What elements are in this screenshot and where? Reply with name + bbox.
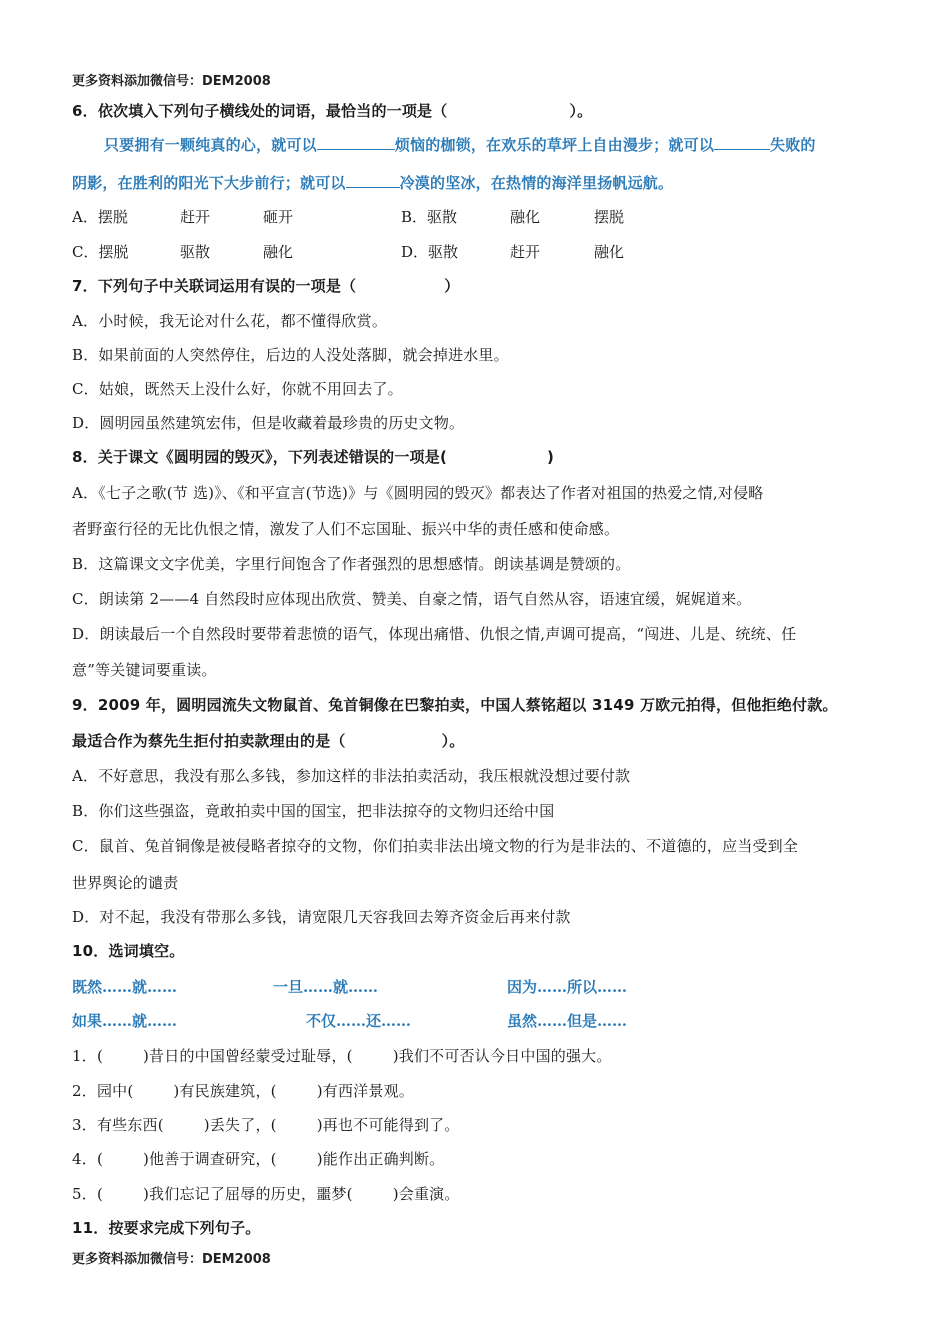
q8-option-d-line-1: D．朗读最后一个自然段时要带着悲愤的语气，体现出痛惜、仇恨之情,声调可提高，“闯进、儿是、统统、任 <box>72 625 797 643</box>
q10-item-1 <box>72 1045 612 1066</box>
question-8-stem <box>72 446 554 467</box>
q6-passage-1a: 只要拥有一颗纯真的心，就可以 <box>104 136 317 154</box>
q10-item-1-end: )我们不可否认今日中国的强大。 <box>392 1047 612 1065</box>
q6-option-c: C．摆脱 <box>72 243 129 261</box>
q10-item-3-start: 3．有些东西( <box>72 1116 164 1134</box>
q6-option-b: B．驱散 <box>401 208 458 226</box>
question-6-stem <box>72 100 592 121</box>
question-11-stem: 11．按要求完成下列句子。 <box>72 1219 261 1237</box>
q10-item-4-end: )能作出正确判断。 <box>316 1150 445 1168</box>
q8-option-a-line-1: A．《七子之歌(节 选)》、《和平宣言(节选)》与《圆明园的毁灭》都表达了作者对祖国的热爱之情,对侵略 <box>72 484 764 502</box>
q10-item-3-mid: )丢失了，( <box>203 1116 277 1134</box>
q6-option-d: D．驱散 <box>401 243 459 261</box>
q7-stem-end: ） <box>444 277 460 295</box>
header-watermark: 更多资料添加微信号：DEM2008 <box>72 74 271 89</box>
q6-stem-end: ）。 <box>569 102 593 120</box>
q10-item-4 <box>72 1148 444 1169</box>
q6-passage-2a: 阴影，在胜利的阳光下大步前行；就可以 <box>72 174 346 192</box>
q10-item-1-start: 1．( <box>72 1047 103 1065</box>
q10-word-5: 不仅……还…… <box>306 1012 412 1030</box>
q10-item-5-start: 5．( <box>72 1185 103 1203</box>
q6-passage-2b: 冷漠的坚冰，在热情的海洋里扬帆远航。 <box>399 174 674 192</box>
blank-2 <box>714 134 770 150</box>
q8-option-d-line-2: 意”等关键词要重读。 <box>72 661 217 679</box>
blank-1 <box>317 134 395 150</box>
q6-option-c-word3: 融化 <box>263 243 294 261</box>
q9-option-b: B．你们这些强盗，竟敢拍卖中国的国宝，把非法掠夺的文物归还给中国 <box>72 802 555 820</box>
q6-option-d-word3: 融化 <box>594 243 625 261</box>
q10-word-2: 一旦……就…… <box>273 978 379 996</box>
q8-option-c: C．朗读第 2——4 自然段时应体现出欣赏、赞美、自豪之情，语气自然从容，语速宜缓，娓娓道来。 <box>72 590 752 608</box>
question-9-stem-line-2 <box>72 730 465 751</box>
q10-item-5 <box>72 1183 460 1204</box>
q9-option-c-line-2: 世界舆论的谴责 <box>72 874 179 892</box>
q10-item-5-mid: )我们忘记了屈辱的历史，噩梦( <box>143 1185 353 1203</box>
q7-option-b: B．如果前面的人突然停住，后边的人没处落脚，就会掉进水里。 <box>72 346 509 364</box>
question-7-stem <box>72 275 459 296</box>
blank-3 <box>346 172 400 188</box>
q7-option-d: D．圆明园虽然建筑宏伟，但是收藏着最珍贵的历史文物。 <box>72 414 465 432</box>
q10-item-2-start: 2．园中( <box>72 1082 134 1100</box>
q8-option-b: B．这篇课文文字优美，字里行间饱含了作者强烈的思想感情。朗读基调是赞颂的。 <box>72 555 631 573</box>
q9-stem-end: ）。 <box>441 732 465 750</box>
q7-option-a: A．小时候，我无论对什么花，都不懂得欣赏。 <box>72 312 388 330</box>
q6-option-b-word3: 摆脱 <box>594 208 625 226</box>
q10-item-3-end: )再也不可能得到了。 <box>316 1116 460 1134</box>
q10-item-1-mid: )昔日的中国曾经蒙受过耻辱，( <box>143 1047 353 1065</box>
q10-item-4-mid: )他善于调查研究，( <box>143 1150 277 1168</box>
footer-watermark: 更多资料添加微信号：DEM2008 <box>72 1252 271 1267</box>
q6-passage-1b: 烦恼的枷锁，在欢乐的草坪上自由漫步；就可以 <box>394 136 715 154</box>
q6-option-a-word2: 赶开 <box>180 208 211 226</box>
q8-option-a-line-2: 者野蛮行径的无比仇恨之情，激发了人们不忘国耻、振兴中华的责任感和使命感。 <box>72 520 620 538</box>
question-10-stem: 10．选词填空。 <box>72 942 185 960</box>
q10-item-2 <box>72 1080 414 1101</box>
q10-item-5-end: )会重演。 <box>392 1185 460 1203</box>
q10-word-1: 既然……就…… <box>72 978 178 996</box>
q6-option-b-word2: 融化 <box>510 208 541 226</box>
q10-item-3 <box>72 1114 460 1135</box>
q8-stem-text: 8．关于课文《圆明园的毁灭》，下列表述错误的一项是( <box>72 448 447 466</box>
q10-item-2-end: )有西洋景观。 <box>316 1082 414 1100</box>
q6-stem-text: 6．依次填入下列句子横线处的词语，最恰当的一项是（ <box>72 102 448 120</box>
q10-word-4: 如果……就…… <box>72 1012 178 1030</box>
q6-passage-line-2 <box>72 172 673 193</box>
q6-option-c-word2: 驱散 <box>180 243 211 261</box>
q10-item-2-mid: )有民族建筑，( <box>173 1082 277 1100</box>
q9-option-d: D．对不起，我没有带那么多钱，请宽限几天容我回去筹齐资金后再来付款 <box>72 908 571 926</box>
q9-option-a: A．不好意思，我没有那么多钱，参加这样的非法拍卖活动，我压根就没想过要付款 <box>72 767 631 785</box>
q6-passage-line-1 <box>104 134 816 155</box>
q9-option-c-line-1: C．鼠首、兔首铜像是被侵略者掠夺的文物，你们拍卖非法出境文物的行为是非法的、不道德的，应当受到全 <box>72 837 799 855</box>
q7-stem-text: 7．下列句子中关联词运用有误的一项是（ <box>72 277 357 295</box>
q6-passage-1c: 失败的 <box>770 136 816 154</box>
q6-option-d-word2: 赶开 <box>510 243 541 261</box>
q10-word-3: 因为……所以…… <box>507 978 628 996</box>
q6-option-a-word3: 砸开 <box>263 208 294 226</box>
q10-word-6: 虽然……但是…… <box>507 1012 628 1030</box>
q6-option-a: A．摆脱 <box>72 208 128 226</box>
q9-stem-text: 最适合作为蔡先生拒付拍卖款理由的是（ <box>72 732 346 750</box>
q7-option-c: C．姑娘，既然天上没什么好，你就不用回去了。 <box>72 380 403 398</box>
question-9-stem-line-1: 9．2009 年，圆明园流失文物鼠首、兔首铜像在巴黎拍卖，中国人蔡铭超以 3149 万欧元拍得，但他拒绝付款。 <box>72 696 838 714</box>
q10-item-4-start: 4．( <box>72 1150 103 1168</box>
q8-stem-end: ) <box>547 448 555 466</box>
